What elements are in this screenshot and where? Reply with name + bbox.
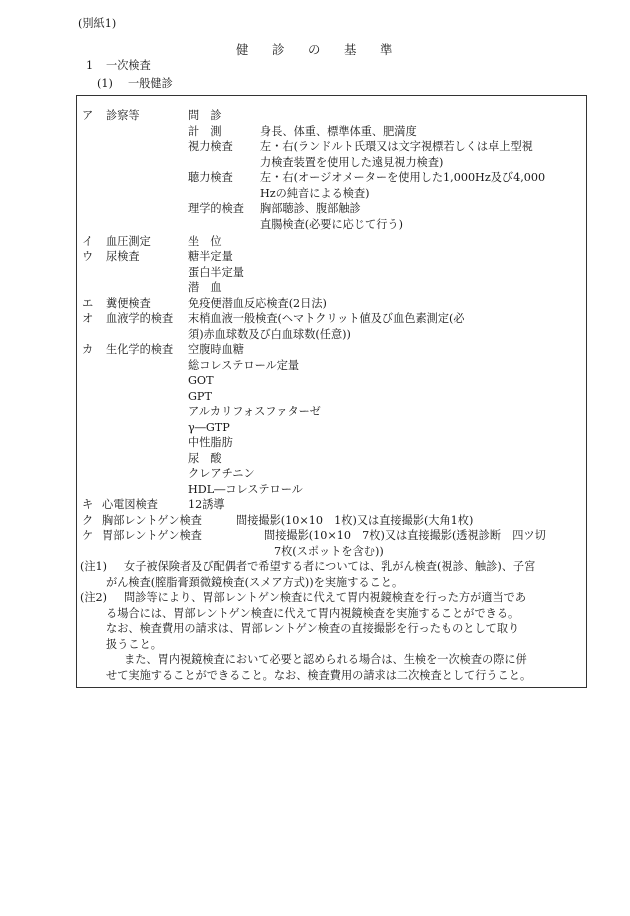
- attachment-label: (別紙1): [78, 17, 117, 30]
- item-text: 中性脂肪: [188, 436, 233, 449]
- item-text: 間接撮影(10×10 1枚)又は直接撮影(大角1枚): [236, 514, 474, 527]
- item-text: 間接撮影(10×10 7枚)又は直接撮影(透視診断 四ツ切: [264, 529, 546, 542]
- item-text: 総コレステロール定量: [188, 359, 300, 372]
- item-label: 尿検査: [106, 250, 140, 263]
- exam-text: 直腸検査(必要に応じて行う): [260, 218, 403, 231]
- item-text: クレアチニン: [188, 467, 255, 480]
- exam-text: 左・右(ランドルト氏環又は文字視標若しくは卓上型視: [260, 140, 533, 153]
- subsection-heading: 一般健診: [128, 77, 173, 90]
- exam-text: 力検査装置を使用した遠見視力検査): [260, 156, 444, 169]
- note-text: 女子被保険者及び配偶者で希望する者については、乳がん検査(視診、触診)、子宮: [124, 560, 536, 573]
- note-text: る場合には、胃部レントゲン検査に代えて胃内視鏡検査を実施することができる。: [106, 607, 520, 620]
- item-text: 12誘導: [188, 498, 225, 511]
- item-mark: オ: [82, 312, 94, 325]
- subsection-number: (1): [97, 77, 113, 90]
- title-char: の: [308, 42, 321, 57]
- exam-text: 胸部聴診、腹部触診: [260, 202, 361, 215]
- title-char: 基: [344, 42, 357, 57]
- item-label: 胸部レントゲン検査: [102, 514, 202, 527]
- item-text: 7枚(スポットを含む)): [274, 545, 384, 558]
- exam-text: 左・右(オージオメーターを使用した1,000Hz及び4,000: [260, 171, 546, 184]
- item-text: 尿 酸: [188, 452, 222, 465]
- note-text: せて実施することができること。なお、検査費用の請求は二次検査として行うこと。: [106, 669, 532, 682]
- exam-label: 理学的検査: [188, 202, 244, 215]
- item-mark: ケ: [82, 529, 94, 542]
- title-char: 健: [236, 42, 249, 57]
- note-text: 扱うこと。: [106, 638, 162, 651]
- item-mark: キ: [82, 498, 94, 511]
- item-label: 胃部レントゲン検査: [102, 529, 202, 542]
- note-label: (注2): [80, 591, 108, 604]
- item-mark: ク: [82, 514, 94, 527]
- item-label: 糞便検査: [106, 297, 151, 310]
- item-text: 免疫便潜血反応検査(2日法): [188, 297, 327, 310]
- item-text: 糖半定量: [188, 250, 233, 263]
- exam-text: 身長、体重、標準体重、肥満度: [260, 125, 417, 138]
- exam-text: Hzの純音による検査): [260, 187, 370, 200]
- item-label: 生化学的検査: [106, 343, 174, 356]
- section-heading: 一次検査: [106, 59, 151, 72]
- item-text: 末梢血液一般検査(ヘマトクリット値及び血色素測定(必: [188, 312, 465, 325]
- item-label: 心電図検査: [102, 498, 158, 511]
- item-mark: エ: [82, 297, 94, 310]
- exam-label: 聴力検査: [188, 171, 233, 184]
- item-label: 診察等: [106, 109, 140, 122]
- item-text: GOT: [188, 374, 214, 387]
- note-text: がん検査(膣脂膏頚微鏡検査(スメア方式))を実施すること。: [106, 576, 404, 589]
- note-text: なお、検査費用の請求は、胃部レントゲン検査の直接撮影を行ったものとして取り: [106, 622, 520, 635]
- exam-label: 計 測: [188, 125, 222, 138]
- exam-label: 視力検査: [188, 140, 233, 153]
- item-mark: イ: [82, 235, 94, 248]
- item-text: γ―GTP: [188, 421, 230, 434]
- item-mark: カ: [82, 343, 94, 356]
- title-char: 診: [272, 42, 285, 57]
- item-mark: ア: [82, 109, 94, 122]
- item-mark: ウ: [82, 250, 94, 263]
- item-text: 蛋白半定量: [188, 266, 244, 279]
- exam-interview: 問 診: [188, 109, 222, 122]
- item-text: HDL―コレステロール: [188, 483, 303, 496]
- item-text: GPT: [188, 390, 212, 403]
- item-text: 潜 血: [188, 281, 222, 294]
- item-text: アルカリフォスファターゼ: [188, 405, 321, 418]
- section-number: 1: [86, 59, 94, 72]
- item-text: 空腹時血糖: [188, 343, 244, 356]
- item-text: 須)赤血球数及び白血球数(任意)): [188, 328, 351, 341]
- note-label: (注1): [80, 560, 108, 573]
- item-text: 坐 位: [188, 235, 222, 248]
- item-label: 血液学的検査: [106, 312, 174, 325]
- title-char: 準: [380, 42, 393, 57]
- note-text: 問診等により、胃部レントゲン検査に代えて胃内視鏡検査を行った方が適当であ: [124, 591, 527, 604]
- note-text: また、胃内視鏡検査において必要と認められる場合は、生検を一次検査の際に併: [124, 653, 527, 666]
- item-label: 血圧測定: [106, 235, 151, 248]
